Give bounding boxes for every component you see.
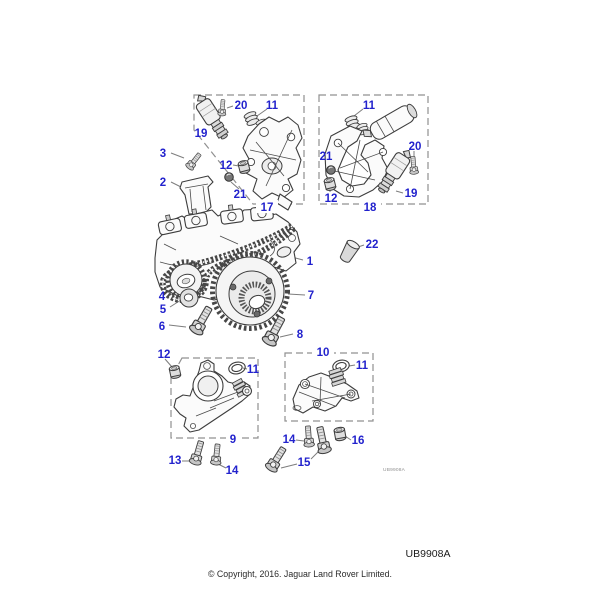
- callout-5[interactable]: 5: [159, 304, 167, 316]
- callout-11-box9[interactable]: 11: [246, 364, 260, 376]
- part-21-dome-left: [225, 173, 234, 182]
- part-13-bolt: [189, 440, 207, 467]
- callout-14-left[interactable]: 14: [225, 465, 239, 477]
- part-20-bolt-left: [218, 99, 228, 116]
- callout-19-left[interactable]: 19: [194, 128, 208, 140]
- callout-11-left[interactable]: 11: [265, 100, 279, 112]
- part-14-bolt-right: [303, 426, 315, 448]
- callout-12-left[interactable]: 12: [219, 160, 233, 172]
- callout-22[interactable]: 22: [365, 239, 379, 251]
- callout-1[interactable]: 1: [306, 256, 314, 268]
- callout-16[interactable]: 16: [351, 435, 365, 447]
- part-16-nut: [334, 427, 347, 442]
- callout-2[interactable]: 2: [159, 177, 167, 189]
- callout-20-right[interactable]: 20: [408, 141, 422, 153]
- part-21-dome-right: [327, 166, 336, 175]
- callout-9[interactable]: 9: [229, 434, 237, 446]
- part-3-bolt: [185, 151, 204, 171]
- part-14-bolt-left: [210, 444, 223, 466]
- callout-20-left[interactable]: 20: [234, 100, 248, 112]
- callout-21-left[interactable]: 21: [233, 189, 247, 201]
- part-6-bolt: [188, 304, 216, 337]
- callout-19-right[interactable]: 19: [404, 188, 418, 200]
- callout-4[interactable]: 4: [158, 291, 166, 303]
- callout-7[interactable]: 7: [307, 290, 315, 302]
- callout-11-right[interactable]: 11: [362, 100, 376, 112]
- callout-6[interactable]: 6: [158, 321, 166, 333]
- callout-8[interactable]: 8: [296, 329, 304, 341]
- part-15-bolt-left: [264, 445, 289, 474]
- part-vvt-housing-17: [243, 117, 302, 210]
- drawing-code-small: UB9908A: [383, 468, 405, 473]
- part-5-washer: [180, 289, 198, 307]
- callout-14-right[interactable]: 14: [282, 434, 296, 446]
- part-12-nut-box9: [169, 365, 181, 379]
- part-10-bracket: [293, 367, 359, 413]
- callout-21-right[interactable]: 21: [319, 151, 333, 163]
- callout-12-box9[interactable]: 12: [157, 349, 171, 361]
- callout-15[interactable]: 15: [297, 457, 311, 469]
- callout-12-right[interactable]: 12: [324, 193, 338, 205]
- part-22-plug: [338, 239, 361, 265]
- copyright-text: © Copyright, 2016. Jaguar Land Rover Limited.: [208, 569, 392, 579]
- part-20-bolt-right: [408, 156, 419, 175]
- callout-11-box10[interactable]: 11: [355, 360, 369, 372]
- callout-17[interactable]: 17: [260, 202, 274, 214]
- callout-10[interactable]: 10: [316, 347, 330, 359]
- callout-18[interactable]: 18: [363, 202, 377, 214]
- part-2-bracket: [180, 176, 213, 214]
- callout-3[interactable]: 3: [159, 148, 167, 160]
- part-15-bolt-right: [313, 426, 332, 455]
- callout-13[interactable]: 13: [168, 455, 182, 467]
- drawing-code: UB9908A: [405, 548, 451, 560]
